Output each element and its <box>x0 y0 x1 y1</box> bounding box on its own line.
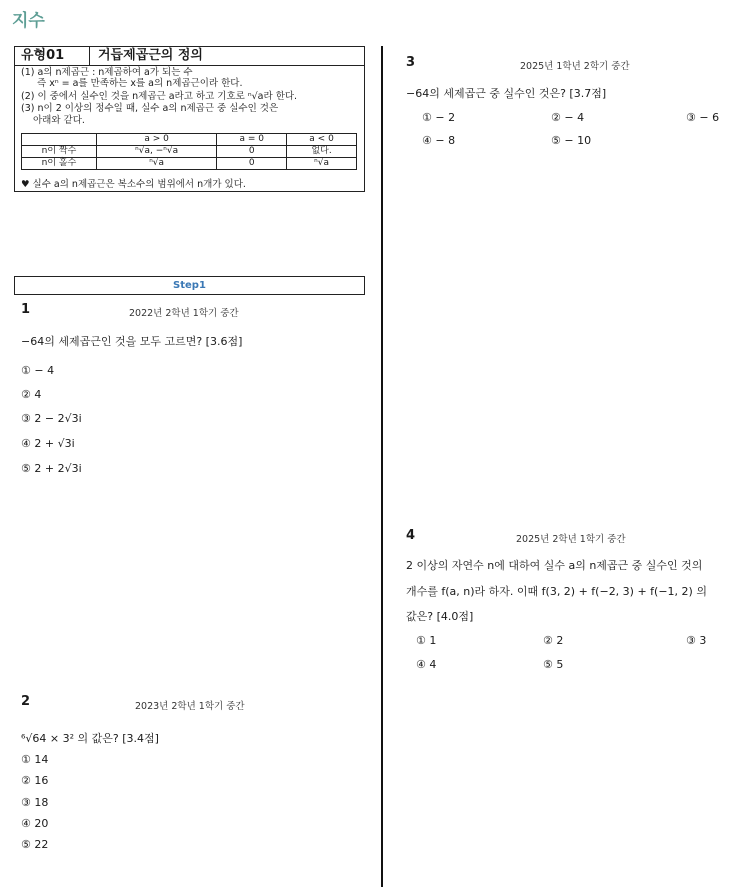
table-header-cell <box>22 134 97 146</box>
question-4-source: 2025년 2학년 1학기 중간 <box>516 534 626 545</box>
question-1-option-1[interactable]: ① − 4 <box>21 364 55 377</box>
question-4-text-line-1: 2 이상의 자연수 n에 대하여 실수 a의 n제곱근 중 실수인 것의 <box>406 559 703 572</box>
table-cell: 0 <box>217 158 287 170</box>
question-1-option-2[interactable]: ② 4 <box>21 388 42 401</box>
concept-header <box>15 47 364 66</box>
question-2-option-5[interactable]: ⑤ 22 <box>21 838 49 851</box>
question-1-number: 1 <box>21 302 31 317</box>
table-header-cell: a > 0 <box>97 134 217 146</box>
question-1-option-3[interactable]: ③ 2 − 2√3i <box>21 412 82 425</box>
question-3-source: 2025년 1학년 2학기 중간 <box>520 61 630 72</box>
question-1-source: 2022년 2학년 1학기 중간 <box>129 308 239 319</box>
page-title: 지수 <box>12 11 45 31</box>
table-cell: ⁿ√a, −ⁿ√a <box>97 146 217 158</box>
concept-name: 거듭제곱근의 정의 <box>98 48 203 63</box>
question-3-number: 3 <box>406 55 416 70</box>
table-cell: ⁿ√a <box>287 158 357 170</box>
definition-line-4: (3) n이 2 이상의 정수일 때, 실수 a의 n제곱근 중 실수인 것은 <box>21 103 279 114</box>
concept-header-separator <box>89 47 90 65</box>
table-row <box>22 146 357 158</box>
definition-line-5: 아래와 같다. <box>33 115 85 126</box>
question-3-option-3[interactable]: ③ − 6 <box>686 111 720 124</box>
question-2-option-2[interactable]: ② 16 <box>21 774 49 787</box>
question-4-text-line-3: 값은? [4.0점] <box>406 610 474 623</box>
table-cell: n이 홀수 <box>22 158 97 170</box>
question-4-number: 4 <box>406 528 416 543</box>
question-2-text: ⁶√64 × 3² 의 값은? [3.4점] <box>21 732 159 745</box>
definition-line-1: (1) a의 n제곱근 : n제곱하여 a가 되는 수 <box>21 67 193 78</box>
column-divider <box>381 46 383 887</box>
table-header-cell: a = 0 <box>217 134 287 146</box>
step-label: Step1 <box>14 276 365 295</box>
question-3-option-1[interactable]: ① − 2 <box>422 111 456 124</box>
question-4-text-line-2: 개수를 f(a, n)라 하자. 이때 f(3, 2) + f(−2, 3) + f(−1, 2) 의 <box>406 585 707 598</box>
question-2-option-3[interactable]: ③ 18 <box>21 796 49 809</box>
question-2-option-4[interactable]: ④ 20 <box>21 817 49 830</box>
question-3-option-4[interactable]: ④ − 8 <box>422 134 456 147</box>
definition-line-3: (2) 이 중에서 실수인 것을 n제곱근 a라고 하고 기호로 ⁿ√a라 한다. <box>21 91 298 102</box>
question-3-text: −64의 세제곱근 중 실수인 것은? [3.7점] <box>406 87 607 100</box>
table-cell: 0 <box>217 146 287 158</box>
table-header-row <box>22 134 357 146</box>
question-4-option-5[interactable]: ⑤ 5 <box>543 658 564 671</box>
table-cell: ⁿ√a <box>97 158 217 170</box>
question-3-option-5[interactable]: ⑤ − 10 <box>551 134 592 147</box>
question-4-option-2[interactable]: ② 2 <box>543 634 564 647</box>
question-3-option-2[interactable]: ② − 4 <box>551 111 585 124</box>
concept-label: 유형01 <box>21 48 65 63</box>
question-1-text: −64의 세제곱근인 것을 모두 고르면? [3.6점] <box>21 335 243 348</box>
table-row <box>22 158 357 170</box>
table-cell: 없다. <box>287 146 357 158</box>
question-2-option-1[interactable]: ① 14 <box>21 753 49 766</box>
concept-box <box>14 46 365 192</box>
question-2-number: 2 <box>21 694 31 709</box>
question-1-option-4[interactable]: ④ 2 + √3i <box>21 437 75 450</box>
question-4-option-4[interactable]: ④ 4 <box>416 658 437 671</box>
concept-note: ♥ 실수 a의 n제곱근은 복소수의 범위에서 n개가 있다. <box>21 179 246 190</box>
question-1-option-5[interactable]: ⑤ 2 + 2√3i <box>21 462 82 475</box>
root-count-table <box>21 133 357 170</box>
table-header-cell: a < 0 <box>287 134 357 146</box>
definition-line-2: 즉 xⁿ = a를 만족하는 x를 a의 n제곱근이라 한다. <box>37 78 243 89</box>
question-4-option-1[interactable]: ① 1 <box>416 634 437 647</box>
table-cell: n이 짝수 <box>22 146 97 158</box>
question-2-source: 2023년 2학년 1학기 중간 <box>135 701 245 712</box>
question-4-option-3[interactable]: ③ 3 <box>686 634 707 647</box>
